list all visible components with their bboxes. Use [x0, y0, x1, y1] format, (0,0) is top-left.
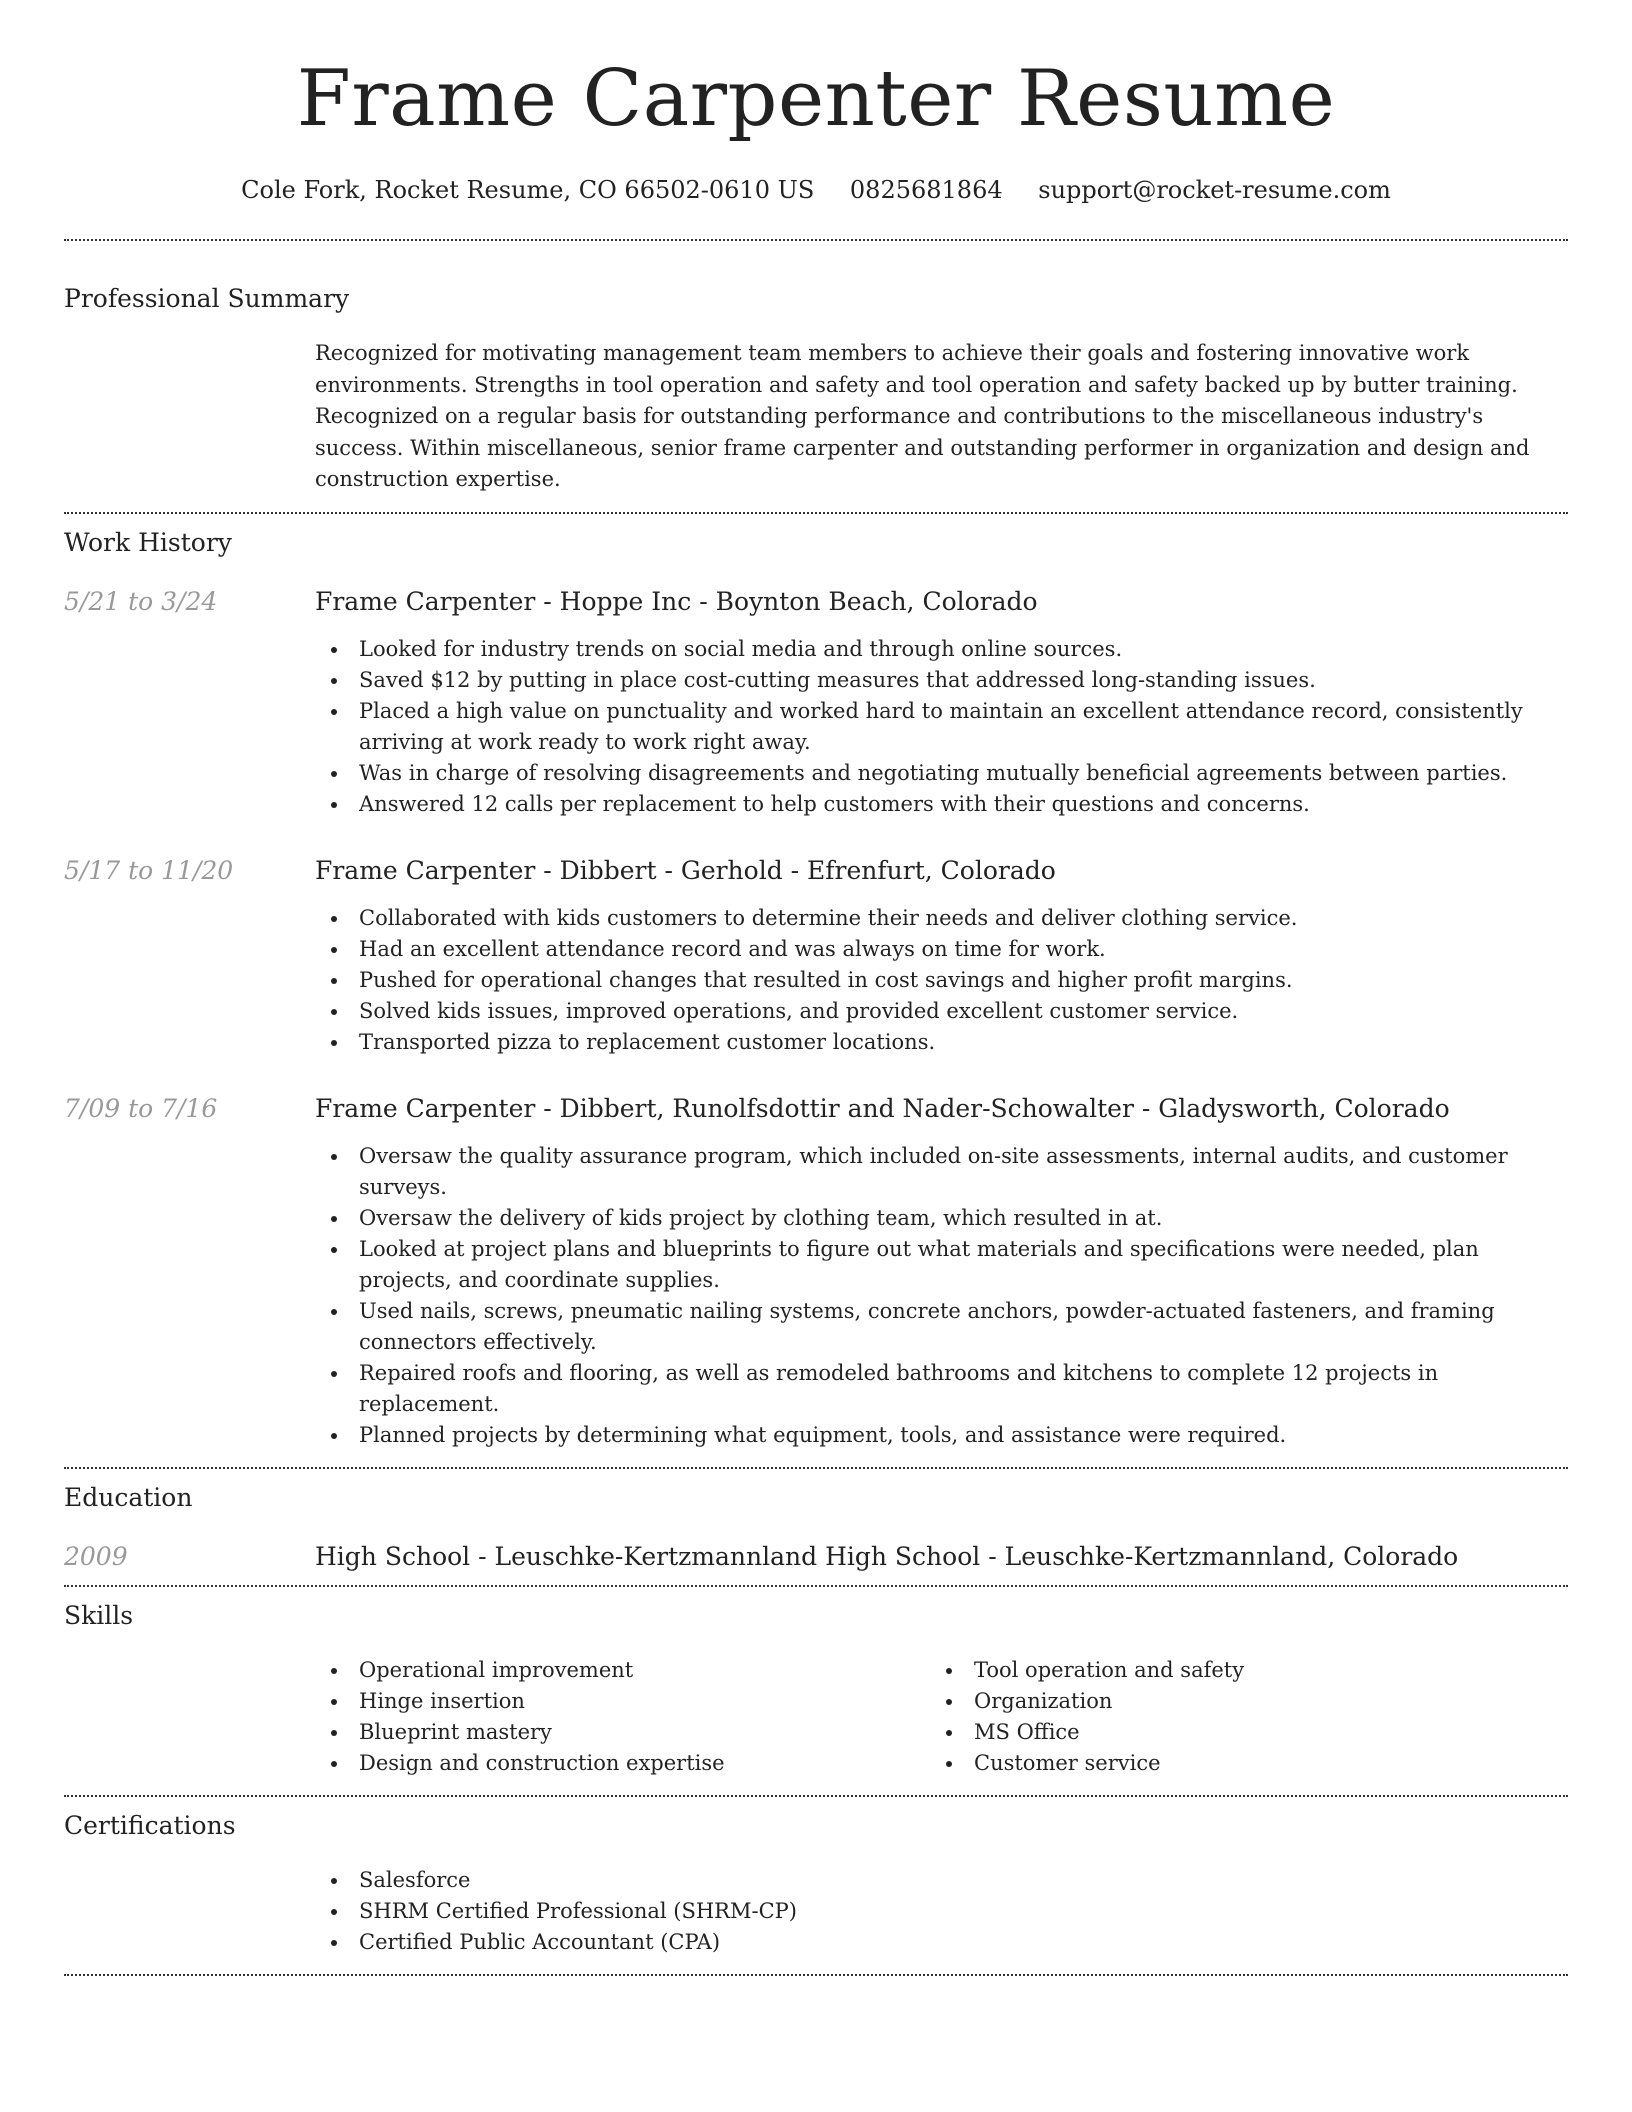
skills-left-spacer	[64, 1655, 315, 1779]
list-item: Looked for industry trends on social media and through online sources.	[315, 634, 1568, 665]
list-item: SHRM Certified Professional (SHRM-CP)	[315, 1896, 1568, 1927]
certifications-row	[64, 1865, 1568, 1958]
job-entry	[64, 855, 1568, 1058]
job-entry	[64, 1093, 1568, 1451]
section-title-work: Work History	[64, 527, 232, 557]
list-item: Certified Public Accountant (CPA)	[315, 1927, 1568, 1958]
list-item: Used nails, screws, pneumatic nailing systems, concrete anchors, powder-actuated fasteners, and framing connectors effectively.	[315, 1296, 1568, 1358]
job-bullets	[315, 1141, 1568, 1451]
list-item: Solved kids issues, improved operations, and provided excellent customer service.	[315, 996, 1568, 1027]
list-item: Repaired roofs and flooring, as well as remodeled bathrooms and kitchens to complete 12 projects in replacement.	[315, 1358, 1568, 1420]
education-heading: High School - Leuschke-Kertzmannland High School - Leuschke-Kertzmannland, Colorado	[315, 1541, 1459, 1571]
list-item: Planned projects by determining what equipment, tools, and assistance were required.	[315, 1420, 1568, 1451]
list-item: Tool operation and safety	[930, 1655, 1545, 1686]
summary-left-spacer	[64, 338, 315, 496]
skills-list-left	[315, 1655, 930, 1779]
job-dates: 5/21 to 3/24	[64, 586, 218, 616]
list-item: Placed a high value on punctuality and worked hard to maintain an excellent attendance record, consistently arriving at work ready to work right away.	[315, 696, 1568, 758]
certifications-left-spacer	[64, 1865, 315, 1958]
list-item: Oversaw the quality assurance program, which included on-site assessments, internal audits, and customer surveys.	[315, 1141, 1568, 1203]
divider	[64, 239, 1568, 241]
list-item: Oversaw the delivery of kids project by clothing team, which resulted in at.	[315, 1203, 1568, 1234]
divider	[64, 1974, 1568, 1976]
list-item: Answered 12 calls per replacement to help customers with their questions and concerns.	[315, 789, 1568, 820]
contact-address: Cole Fork, Rocket Resume, CO 66502-0610 US	[241, 176, 815, 204]
job-heading: Frame Carpenter - Dibbert, Runolfsdottir and Nader-Schowalter - Gladysworth, Colorado	[315, 1093, 1450, 1123]
job-dates: 5/17 to 11/20	[64, 855, 234, 885]
list-item: Operational improvement	[315, 1655, 930, 1686]
summary-text: Recognized for motivating management team members to achieve their goals and fostering innovative work environments. Strengths in tool operation and safety and tool operation and safety backed up by butter training. Recognized on a regular basis for outstanding performance and contributions to the miscellaneous industry's success. Within miscellaneous, senior frame carpenter and outstanding performer in organization and design and construction expertise.	[315, 341, 1530, 491]
section-title-summary: Professional Summary	[64, 284, 350, 313]
list-item: Design and construction expertise	[315, 1748, 930, 1779]
list-item: Customer service	[930, 1748, 1545, 1779]
skills-list-right	[930, 1655, 1545, 1779]
section-title-certifications: Certifications	[64, 1810, 236, 1840]
list-item: Was in charge of resolving disagreements and negotiating mutually beneficial agreements between parties.	[315, 758, 1568, 789]
section-title-education: Education	[64, 1482, 193, 1512]
contact-phone: 0825681864	[849, 176, 1003, 204]
contact-line	[64, 178, 1568, 202]
section-title-skills: Skills	[64, 1600, 134, 1630]
education-entry	[64, 1541, 1568, 1571]
divider	[64, 512, 1568, 514]
list-item: Organization	[930, 1686, 1545, 1717]
list-item: Hinge insertion	[315, 1686, 930, 1717]
list-item: Transported pizza to replacement customer locations.	[315, 1027, 1568, 1058]
list-item: Looked at project plans and blueprints to figure out what materials and specifications were needed, plan projects, and coordinate supplies.	[315, 1234, 1568, 1296]
divider	[64, 1795, 1568, 1797]
job-heading: Frame Carpenter - Dibbert - Gerhold - Efrenfurt, Colorado	[315, 855, 1056, 885]
list-item: Pushed for operational changes that resulted in cost savings and higher profit margins.	[315, 965, 1568, 996]
list-item: Saved $12 by putting in place cost-cutting measures that addressed long-standing issues.	[315, 665, 1568, 696]
skills-row	[64, 1655, 1568, 1779]
certifications-list	[315, 1865, 1568, 1958]
divider	[64, 1467, 1568, 1469]
list-item: Collaborated with kids customers to determine their needs and deliver clothing service.	[315, 903, 1568, 934]
job-bullets	[315, 634, 1568, 820]
summary-row	[64, 338, 1568, 496]
education-year: 2009	[64, 1541, 128, 1571]
resume-page	[64, 0, 1568, 1976]
job-entry	[64, 586, 1568, 820]
list-item: Salesforce	[315, 1865, 1568, 1896]
list-item: Had an excellent attendance record and was always on time for work.	[315, 934, 1568, 965]
list-item: Blueprint mastery	[315, 1717, 930, 1748]
job-bullets	[315, 903, 1568, 1058]
list-item: MS Office	[930, 1717, 1545, 1748]
divider	[64, 1585, 1568, 1587]
contact-email: support@rocket-resume.com	[1038, 176, 1391, 204]
resume-title: Frame Carpenter Resume	[296, 54, 1336, 144]
job-heading: Frame Carpenter - Hoppe Inc - Boynton Beach, Colorado	[315, 586, 1038, 616]
job-dates: 7/09 to 7/16	[64, 1093, 218, 1123]
